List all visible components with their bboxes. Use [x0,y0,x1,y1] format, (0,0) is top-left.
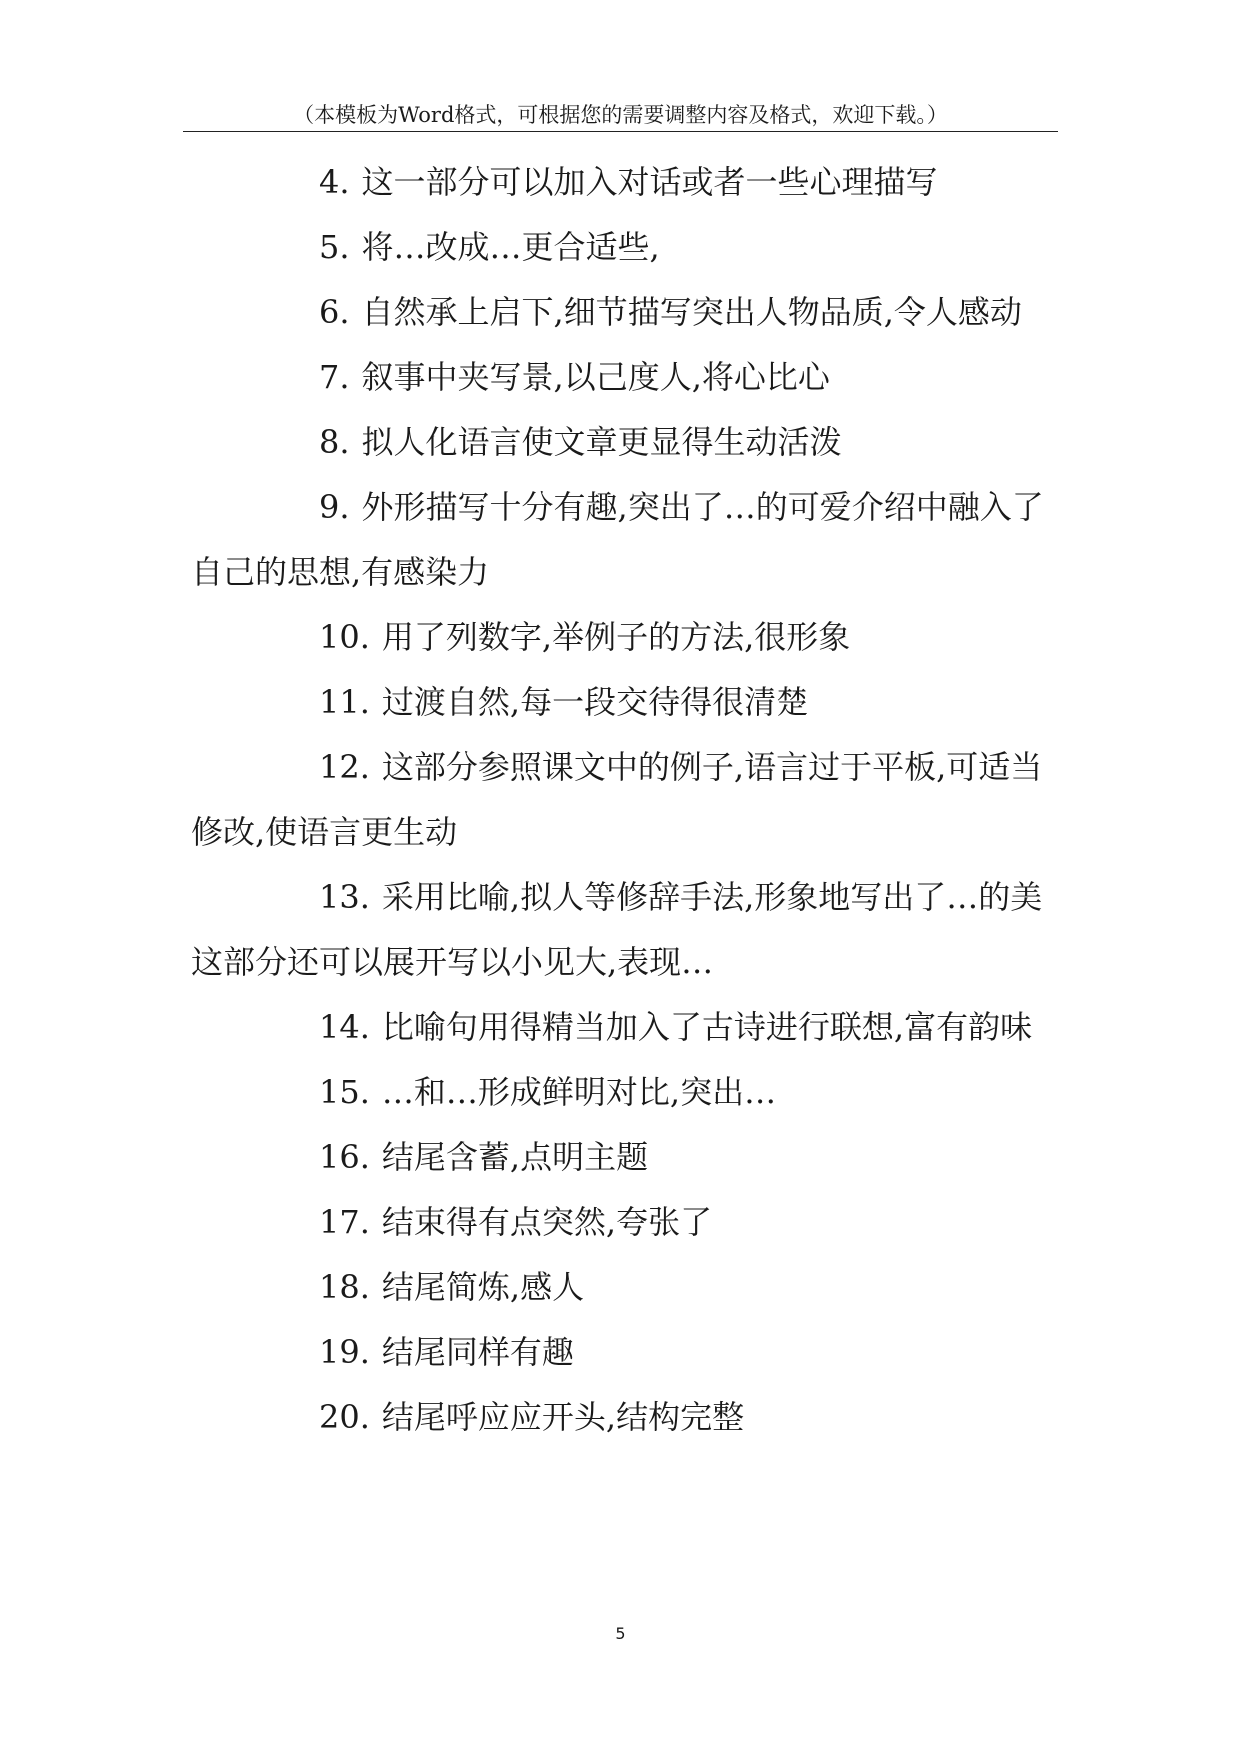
list-item [191,1125,1051,1190]
item-number: 6. [319,293,350,331]
list-item [191,735,1051,865]
item-number: 10. [319,618,370,656]
list-item [191,280,1051,345]
item-number: 16. [319,1138,370,1176]
list-item [191,1060,1051,1125]
list-item [191,1255,1051,1320]
list-item [191,605,1051,670]
item-number: 13. [319,878,370,916]
item-text: 结尾同样有趣 [381,1333,574,1371]
list-item [191,345,1051,410]
item-number: 12. [319,748,370,786]
list-item [191,475,1051,605]
item-text: 结束得有点突然,夸张了 [381,1203,713,1241]
item-text: 叙事中夹写景,以己度人,将心比心 [361,358,830,396]
comment-list [191,150,1051,1450]
list-item [191,1320,1051,1385]
item-text: 这部分参照课文中的例子,语言过于平板,可适当修改,使语言更生动 [191,748,1043,851]
item-number: 19. [319,1333,370,1371]
item-text: 结尾呼应应开头,结构完整 [381,1398,745,1436]
item-text: 用了列数字,举例子的方法,很形象 [381,618,851,656]
item-text: 将…改成…更合适些, [361,228,660,266]
item-text: …和…形成鲜明对比,突出… [381,1073,777,1111]
item-text: 这一部分可以加入对话或者一些心理描写 [361,163,938,201]
header-note: （本模板为Word格式，可根据您的需要调整内容及格式，欢迎下载。） [293,103,948,127]
item-text: 比喻句用得精当加入了古诗进行联想,富有韵味 [381,1008,1033,1046]
item-text: 过渡自然,每一段交待得很清楚 [381,683,809,721]
item-number: 17. [319,1203,370,1241]
item-text: 拟人化语言使文章更显得生动活泼 [361,423,842,461]
list-item [191,1190,1051,1255]
item-text: 采用比喻,拟人等修辞手法,形象地写出了…的美这部分还可以展开写以小见大,表现… [191,878,1043,981]
item-number: 14. [319,1008,370,1046]
item-number: 5. [319,228,350,266]
item-number: 15. [319,1073,370,1111]
list-item [191,995,1051,1060]
list-item [191,1385,1051,1450]
item-number: 18. [319,1268,370,1306]
item-text: 自然承上启下,细节描写突出人物品质,令人感动 [361,293,1022,331]
list-item [191,215,1051,280]
list-item [191,670,1051,735]
item-text: 外形描写十分有趣,突出了…的可爱介绍中融入了自己的思想,有感染力 [191,488,1044,591]
item-text: 结尾含蓄,点明主题 [381,1138,649,1176]
item-number: 9. [319,488,350,526]
item-number: 4. [319,163,350,201]
list-item [191,150,1051,215]
header-divider [183,131,1058,132]
list-item [191,410,1051,475]
list-item [191,865,1051,995]
item-number: 20. [319,1398,370,1436]
item-number: 8. [319,423,350,461]
page-number: 5 [615,1624,626,1643]
item-number: 11. [319,683,370,721]
item-text: 结尾简炼,感人 [381,1268,585,1306]
item-number: 7. [319,358,350,396]
